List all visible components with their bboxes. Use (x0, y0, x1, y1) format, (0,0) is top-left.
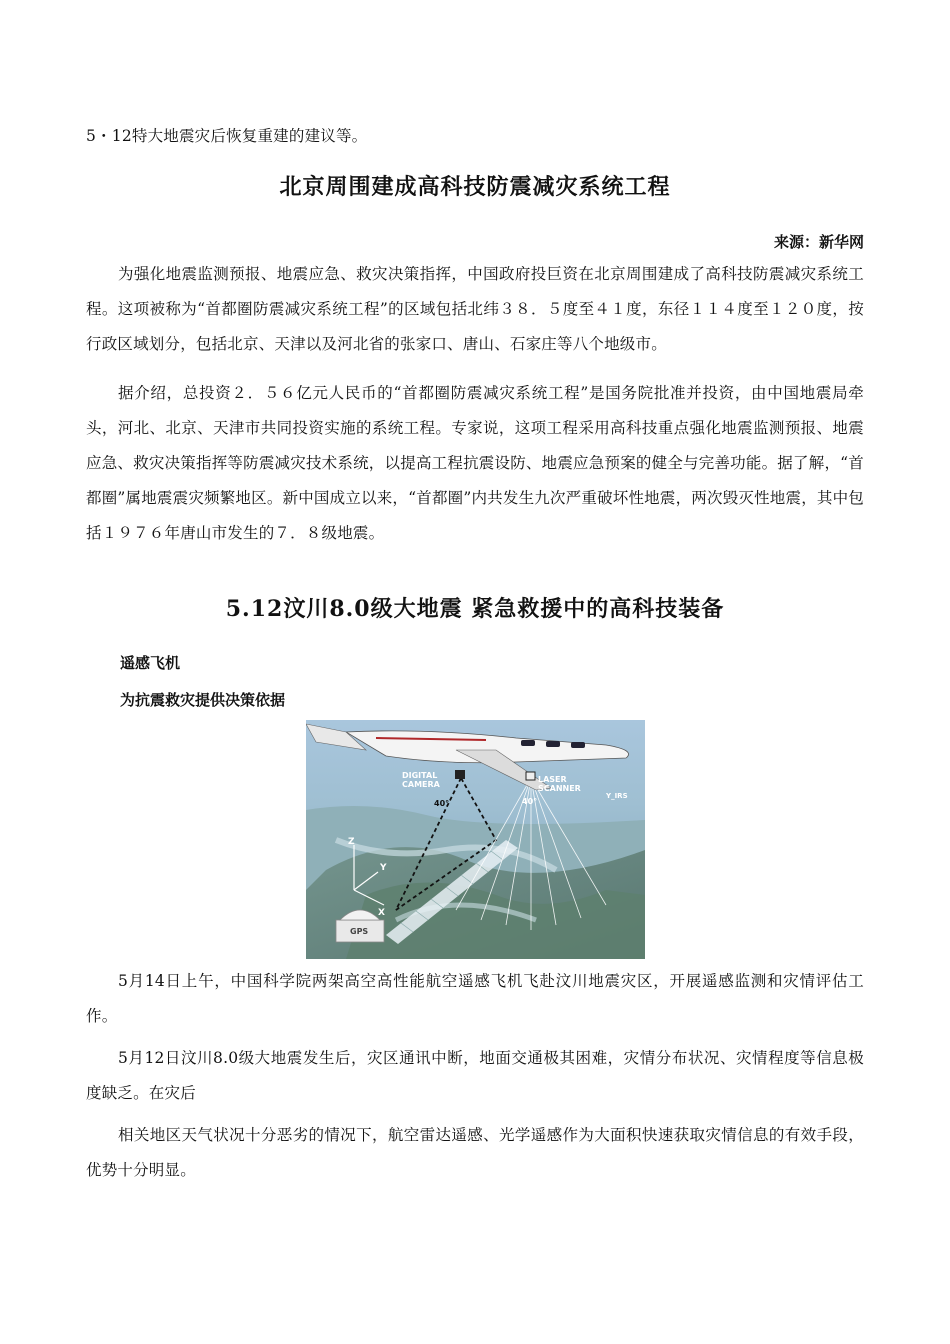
article2-title: 5.12汶川8.0级大地震 紧急救援中的高科技装备 (225, 596, 725, 622)
axis-y-label: Y (380, 863, 387, 873)
article2-paragraph-1: 5月14日上午，中国科学院两架高空高性能航空遥感飞机飞赴汶川地震灾区，开展遥感监测和灾情评估工作。 (86, 972, 864, 1025)
axis-x-label: X (378, 908, 385, 918)
article2-paragraph-3: 相关地区天气状况十分恶劣的情况下，航空雷达遥感、光学遥感作为大面积快速获取灾情信息的有效手段，优势十分明显。 (86, 1126, 864, 1179)
axis-z-label: Z (348, 837, 355, 847)
subheading-remote-sensing-aircraft: 遥感飞机 (120, 654, 181, 672)
aircraft-illustration (306, 720, 645, 959)
article1-title: 北京周围建成高科技防震减灾系统工程 (279, 174, 671, 200)
article1-source: 来源：新华网 (773, 233, 864, 251)
top-line: 5・12特大地震灾后恢复重建的建议等。 (86, 127, 368, 145)
remote-sensing-aircraft-figure (306, 720, 645, 959)
subheading-decision-basis: 为抗震救灾提供决策依据 (120, 691, 286, 709)
label-laser-scanner: LASER SCANNER (538, 775, 581, 793)
label-irs: Y_IRS (606, 792, 628, 800)
article1-paragraph-1: 为强化地震监测预报、地震应急、救灾决策指挥，中国政府投巨资在北京周围建成了高科技防震减灾系统工程。这项被称为“首都圈防震减灾系统工程”的区域包括北纬３８．５度至４１度，东径１１４度至１２０度，按行政区域划分，包括北京、天津以及河北省的张家口、唐山、石家庄等八个地级市。 (86, 265, 864, 353)
label-angle-camera: 40° (434, 799, 450, 808)
label-digital-camera: DIGITAL CAMERA (402, 771, 440, 789)
label-angle-laser: 40° (522, 797, 538, 806)
article1-paragraph-2: 据介绍，总投资２．５６亿元人民币的“首都圈防震减灾系统工程”是国务院批准并投资，由中国地震局牵头，河北、北京、天津市共同投资实施的系统工程。专家说，这项工程采用高科技重点强化地震监测预报、地震应急、救灾决策指挥等防震减灾技术系统，以提高工程抗震设防、地震应急预案的健全与完善功能。据了解，“首都圈”属地震震灾频繁地区。新中国成立以来，“首都圈”内共发生九次严重破坏性地震，两次毁灭性地震，其中包括１９７６年唐山市发生的７．８级地震。 (86, 384, 864, 542)
article2-paragraph-2: 5月12日汶川8.0级大地震发生后，灾区通讯中断，地面交通极其困难，灾情分布状况、灾情程度等信息极度缺乏。在灾后 (86, 1049, 864, 1102)
label-gps: GPS (350, 927, 369, 936)
